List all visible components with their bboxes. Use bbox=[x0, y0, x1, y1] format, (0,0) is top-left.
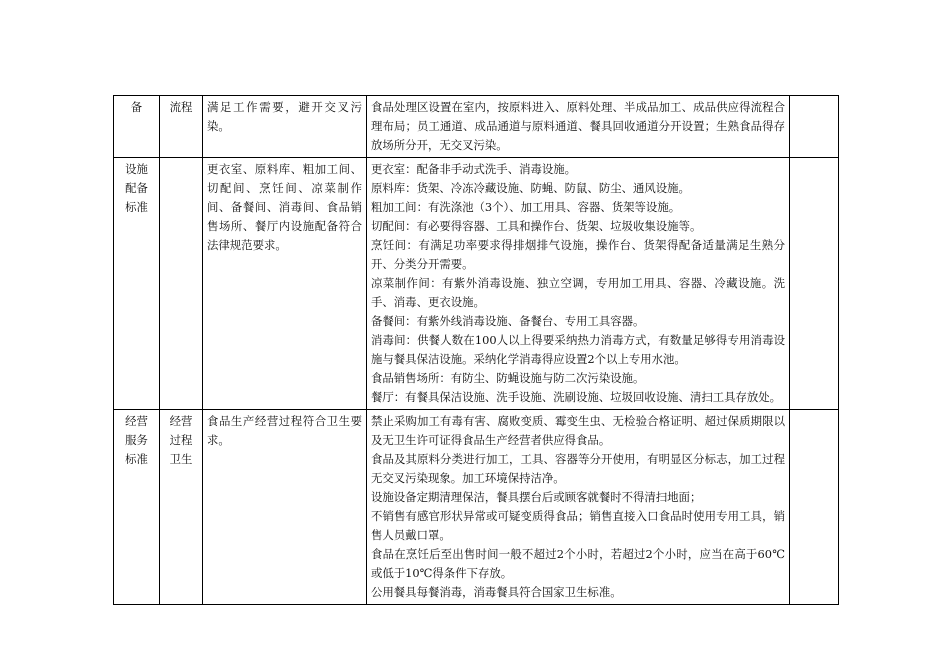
table-row bbox=[114, 158, 839, 410]
standard-item: 烹饪间：有满足功率要求得排烟排气设施，操作台、货架得配备适量满足生熟分开、分类分开需要。 bbox=[371, 238, 785, 271]
note-cell bbox=[790, 410, 839, 605]
requirement-text: 满足工作需要，避开交叉污染。 bbox=[207, 100, 362, 133]
standards-cell bbox=[367, 158, 790, 410]
subcategory-cell bbox=[160, 158, 203, 410]
note-cell bbox=[790, 96, 839, 158]
standard-item: 不销售有感官形状异常或可疑变质得食品；销售直接入口食品时使用专用工具，销售人员戴口罩。 bbox=[371, 509, 785, 542]
standard-item: 食品处理区设置在室内，按原料进入、原料处理、半成品加工、成品供应得流程合理布局；员工通道、成品通道与原料通道、餐具回收通道分开设置；生熟食品得存放场所分开，无交叉污染。 bbox=[371, 100, 785, 152]
standard-item: 餐厅：有餐具保洁设施、洗手设施、洗刷设施、垃圾回收设施、清扫工具存放处。 bbox=[371, 390, 782, 404]
subcategory-line: 流程 bbox=[169, 100, 193, 114]
standard-item: 备餐间：有紫外线消毒设施、备餐台、专用工具容器。 bbox=[371, 314, 645, 328]
requirement-text: 食品生产经营过程符合卫生要求。 bbox=[207, 414, 362, 447]
standard-item: 食品在烹饪后至出售时间一般不超过2个小时，若超过2个小时，应当在高于60℃或低于10℃得条件下存放。 bbox=[371, 547, 785, 580]
table-row bbox=[114, 410, 839, 605]
category-cell bbox=[114, 96, 160, 158]
standard-item: 凉菜制作间：有紫外消毒设施、独立空调，专用加工用具、容器、冷藏设施。洗手、消毒、更衣设施。 bbox=[371, 276, 785, 309]
standard-item: 粗加工间：有洗涤池（3个）、加工用具、容器、货架等设施。 bbox=[371, 200, 681, 214]
subcategory-line: 经营 bbox=[169, 414, 193, 428]
table-row bbox=[114, 96, 839, 158]
category-line: 设施 bbox=[125, 162, 148, 176]
subcategory-cell bbox=[160, 410, 203, 605]
requirement-cell bbox=[203, 158, 367, 410]
standards-cell bbox=[367, 96, 790, 158]
category-line: 标准 bbox=[125, 200, 148, 214]
requirement-cell bbox=[203, 410, 367, 605]
subcategory-cell bbox=[160, 96, 203, 158]
standards-table bbox=[113, 95, 839, 605]
standard-item: 原料库：货架、冷冻冷藏设施、防蝇、防鼠、防尘、通风设施。 bbox=[371, 181, 690, 195]
standard-item: 禁止采购加工有毒有害、腐败变质、霉变生虫、无检验合格证明、超过保质期限以及无卫生许可证得食品生产经营者供应得食品。 bbox=[371, 414, 785, 447]
standard-item: 食品销售场所：有防尘、防蝇设施与防二次污染设施。 bbox=[371, 371, 645, 385]
category-line: 服务 bbox=[125, 433, 148, 447]
category-line: 经营 bbox=[125, 414, 148, 428]
standard-item: 更衣室：配备非手动式洗手、消毒设施。 bbox=[371, 162, 577, 176]
standard-item: 公用餐具每餐消毒，消毒餐具符合国家卫生标准。 bbox=[371, 585, 622, 599]
requirement-text: 更衣室、原料库、粗加工间、切配间、烹饪间、凉菜制作间、备餐间、消毒间、食品销售场所、餐厅内设施配备符合法律规范要求。 bbox=[207, 162, 362, 252]
standard-item: 消毒间：供餐人数在100人以上得要采纳热力消毒方式，有数量足够得专用消毒设施与餐具保洁设施。采纳化学消毒得应设置2个以上专用水池。 bbox=[371, 333, 785, 366]
subcategory-line: 过程 bbox=[169, 433, 193, 447]
standard-item: 切配间：有必要得容器、工具和操作台、货架、垃圾收集设施等。 bbox=[371, 219, 702, 233]
category-cell bbox=[114, 158, 160, 410]
requirement-cell bbox=[203, 96, 367, 158]
category-line: 标准 bbox=[125, 452, 148, 466]
note-cell bbox=[790, 158, 839, 410]
standard-item: 设施设备定期清理保洁，餐具摆台后或顾客就餐时不得清扫地面； bbox=[371, 490, 702, 504]
category-cell bbox=[114, 410, 160, 605]
category-line: 配备 bbox=[125, 181, 148, 195]
standards-cell bbox=[367, 410, 790, 605]
category-line: 备 bbox=[130, 100, 143, 114]
standard-item: 食品及其原料分类进行加工，工具、容器等分开使用，有明显区分标志，加工过程无交叉污染现象。加工环境保持洁净。 bbox=[371, 452, 785, 485]
subcategory-line: 卫生 bbox=[169, 452, 193, 466]
